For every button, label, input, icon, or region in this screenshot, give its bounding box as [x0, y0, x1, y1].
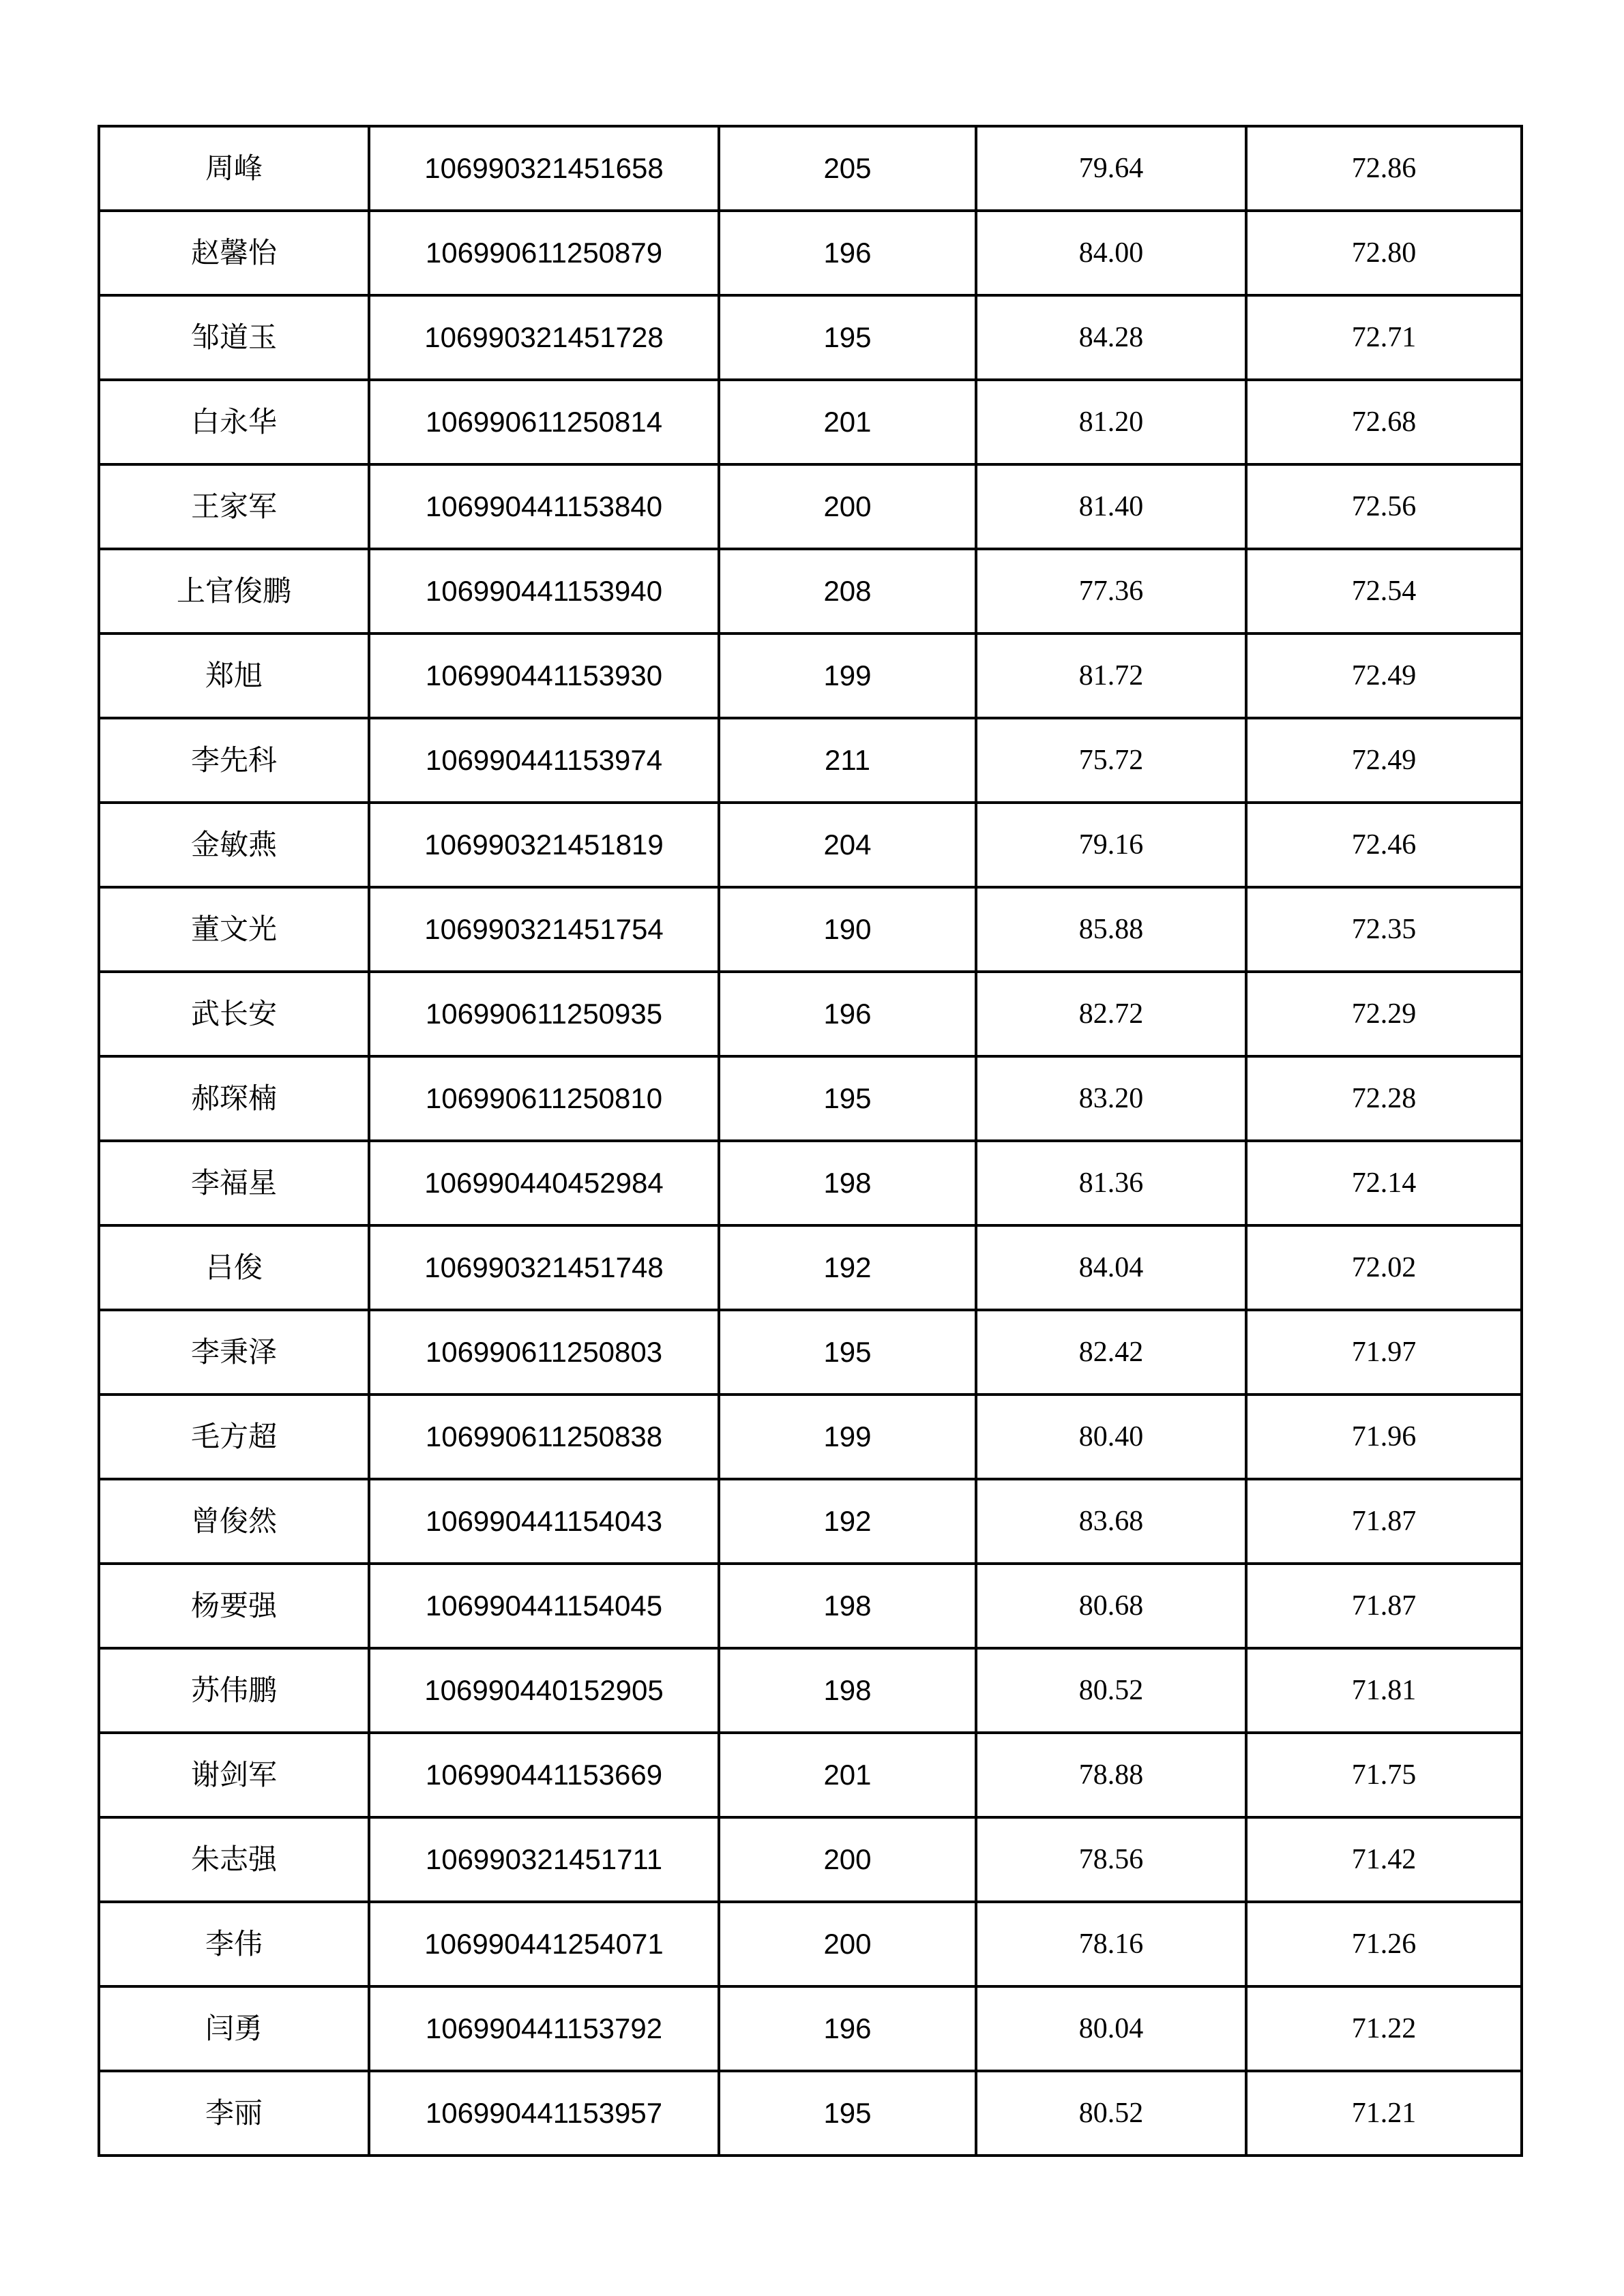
score-cell: 80.52	[976, 1648, 1246, 1733]
final-score-cell: 71.42	[1246, 1817, 1522, 1902]
score-cell: 82.72	[976, 972, 1246, 1056]
total-score-cell: 201	[719, 380, 976, 464]
final-score-cell: 71.22	[1246, 1986, 1522, 2071]
name-cell: 杨要强	[99, 1564, 369, 1648]
name-cell: 白永华	[99, 380, 369, 464]
table-row	[99, 972, 1522, 1056]
name-cell: 王家军	[99, 464, 369, 549]
exam-id-cell: 106990611250879	[369, 211, 719, 295]
total-score-cell: 192	[719, 1225, 976, 1310]
total-score-cell: 198	[719, 1141, 976, 1225]
total-score-cell: 211	[719, 718, 976, 803]
total-score-cell: 196	[719, 972, 976, 1056]
total-score-cell: 196	[719, 1986, 976, 2071]
final-score-cell: 72.28	[1246, 1056, 1522, 1141]
score-cell: 81.36	[976, 1141, 1246, 1225]
table-row	[99, 718, 1522, 803]
total-score-cell: 192	[719, 1479, 976, 1564]
table-row	[99, 1564, 1522, 1648]
table-row	[99, 887, 1522, 972]
score-cell: 80.68	[976, 1564, 1246, 1648]
final-score-cell: 72.49	[1246, 633, 1522, 718]
score-cell: 80.52	[976, 2071, 1246, 2156]
exam-id-cell: 106990611250803	[369, 1310, 719, 1395]
final-score-cell: 72.14	[1246, 1141, 1522, 1225]
table-row	[99, 295, 1522, 380]
table-row	[99, 380, 1522, 464]
score-cell: 83.20	[976, 1056, 1246, 1141]
score-cell: 85.88	[976, 887, 1246, 972]
name-cell: 李秉泽	[99, 1310, 369, 1395]
name-cell: 谢剑军	[99, 1733, 369, 1817]
table-row	[99, 1733, 1522, 1817]
score-cell: 84.04	[976, 1225, 1246, 1310]
exam-id-cell: 106990441154043	[369, 1479, 719, 1564]
table-row	[99, 2071, 1522, 2156]
exam-id-cell: 106990441153957	[369, 2071, 719, 2156]
exam-id-cell: 106990440452984	[369, 1141, 719, 1225]
exam-id-cell: 106990321451711	[369, 1817, 719, 1902]
exam-id-cell: 106990441153974	[369, 718, 719, 803]
final-score-cell: 71.26	[1246, 1902, 1522, 1986]
score-cell: 81.40	[976, 464, 1246, 549]
name-cell: 郝琛楠	[99, 1056, 369, 1141]
exam-id-cell: 106990441153940	[369, 549, 719, 633]
score-cell: 81.72	[976, 633, 1246, 718]
name-cell: 朱志强	[99, 1817, 369, 1902]
final-score-cell: 72.35	[1246, 887, 1522, 972]
final-score-cell: 72.71	[1246, 295, 1522, 380]
score-cell: 83.68	[976, 1479, 1246, 1564]
score-table	[98, 125, 1523, 2157]
name-cell: 曾俊然	[99, 1479, 369, 1564]
name-cell: 闫勇	[99, 1986, 369, 2071]
exam-id-cell: 106990611250814	[369, 380, 719, 464]
final-score-cell: 72.02	[1246, 1225, 1522, 1310]
total-score-cell: 190	[719, 887, 976, 972]
table-row	[99, 1902, 1522, 1986]
final-score-cell: 71.81	[1246, 1648, 1522, 1733]
name-cell: 董文光	[99, 887, 369, 972]
table-row	[99, 126, 1522, 211]
table-row	[99, 803, 1522, 887]
final-score-cell: 72.49	[1246, 718, 1522, 803]
final-score-cell: 72.68	[1246, 380, 1522, 464]
name-cell: 李丽	[99, 2071, 369, 2156]
table-row	[99, 464, 1522, 549]
score-cell: 78.16	[976, 1902, 1246, 1986]
name-cell: 李福星	[99, 1141, 369, 1225]
table-row	[99, 1986, 1522, 2071]
table-row	[99, 1479, 1522, 1564]
table-row	[99, 549, 1522, 633]
exam-id-cell: 106990321451748	[369, 1225, 719, 1310]
total-score-cell: 199	[719, 1395, 976, 1479]
exam-id-cell: 106990441153930	[369, 633, 719, 718]
total-score-cell: 204	[719, 803, 976, 887]
final-score-cell: 72.54	[1246, 549, 1522, 633]
score-cell: 79.16	[976, 803, 1246, 887]
total-score-cell: 198	[719, 1648, 976, 1733]
final-score-cell: 72.86	[1246, 126, 1522, 211]
name-cell: 上官俊鹏	[99, 549, 369, 633]
score-cell: 75.72	[976, 718, 1246, 803]
total-score-cell: 200	[719, 1817, 976, 1902]
final-score-cell: 72.56	[1246, 464, 1522, 549]
table-row	[99, 1817, 1522, 1902]
exam-id-cell: 106990441153669	[369, 1733, 719, 1817]
table-row	[99, 633, 1522, 718]
total-score-cell: 195	[719, 295, 976, 380]
score-cell: 80.04	[976, 1986, 1246, 2071]
total-score-cell: 196	[719, 211, 976, 295]
final-score-cell: 71.96	[1246, 1395, 1522, 1479]
total-score-cell: 195	[719, 2071, 976, 2156]
name-cell: 金敏燕	[99, 803, 369, 887]
exam-id-cell: 106990611250935	[369, 972, 719, 1056]
total-score-cell: 200	[719, 1902, 976, 1986]
name-cell: 毛方超	[99, 1395, 369, 1479]
total-score-cell: 199	[719, 633, 976, 718]
exam-id-cell: 106990440152905	[369, 1648, 719, 1733]
table-row	[99, 1056, 1522, 1141]
name-cell: 邹道玉	[99, 295, 369, 380]
score-cell: 78.56	[976, 1817, 1246, 1902]
score-cell: 78.88	[976, 1733, 1246, 1817]
exam-id-cell: 106990441154045	[369, 1564, 719, 1648]
name-cell: 吕俊	[99, 1225, 369, 1310]
name-cell: 赵馨怡	[99, 211, 369, 295]
score-cell: 84.28	[976, 295, 1246, 380]
score-cell: 80.40	[976, 1395, 1246, 1479]
final-score-cell: 72.29	[1246, 972, 1522, 1056]
final-score-cell: 71.21	[1246, 2071, 1522, 2156]
table-row	[99, 1648, 1522, 1733]
total-score-cell: 205	[719, 126, 976, 211]
exam-id-cell: 106990321451754	[369, 887, 719, 972]
exam-id-cell: 106990441153840	[369, 464, 719, 549]
total-score-cell: 198	[719, 1564, 976, 1648]
final-score-cell: 72.46	[1246, 803, 1522, 887]
exam-id-cell: 106990611250838	[369, 1395, 719, 1479]
table-row	[99, 1141, 1522, 1225]
score-cell: 82.42	[976, 1310, 1246, 1395]
score-table-body	[99, 126, 1522, 2156]
final-score-cell: 71.97	[1246, 1310, 1522, 1395]
exam-id-cell: 106990611250810	[369, 1056, 719, 1141]
total-score-cell: 200	[719, 464, 976, 549]
total-score-cell: 195	[719, 1056, 976, 1141]
score-cell: 81.20	[976, 380, 1246, 464]
name-cell: 李先科	[99, 718, 369, 803]
final-score-cell: 71.87	[1246, 1479, 1522, 1564]
table-row	[99, 1395, 1522, 1479]
name-cell: 武长安	[99, 972, 369, 1056]
exam-id-cell: 106990441153792	[369, 1986, 719, 2071]
table-row	[99, 211, 1522, 295]
score-cell: 84.00	[976, 211, 1246, 295]
total-score-cell: 208	[719, 549, 976, 633]
score-cell: 79.64	[976, 126, 1246, 211]
final-score-cell: 71.75	[1246, 1733, 1522, 1817]
final-score-cell: 71.87	[1246, 1564, 1522, 1648]
score-cell: 77.36	[976, 549, 1246, 633]
name-cell: 李伟	[99, 1902, 369, 1986]
table-row	[99, 1225, 1522, 1310]
name-cell: 周峰	[99, 126, 369, 211]
name-cell: 苏伟鹏	[99, 1648, 369, 1733]
final-score-cell: 72.80	[1246, 211, 1522, 295]
total-score-cell: 201	[719, 1733, 976, 1817]
name-cell: 郑旭	[99, 633, 369, 718]
exam-id-cell: 106990321451819	[369, 803, 719, 887]
exam-id-cell: 106990321451728	[369, 295, 719, 380]
exam-id-cell: 106990321451658	[369, 126, 719, 211]
total-score-cell: 195	[719, 1310, 976, 1395]
table-row	[99, 1310, 1522, 1395]
exam-id-cell: 106990441254071	[369, 1902, 719, 1986]
